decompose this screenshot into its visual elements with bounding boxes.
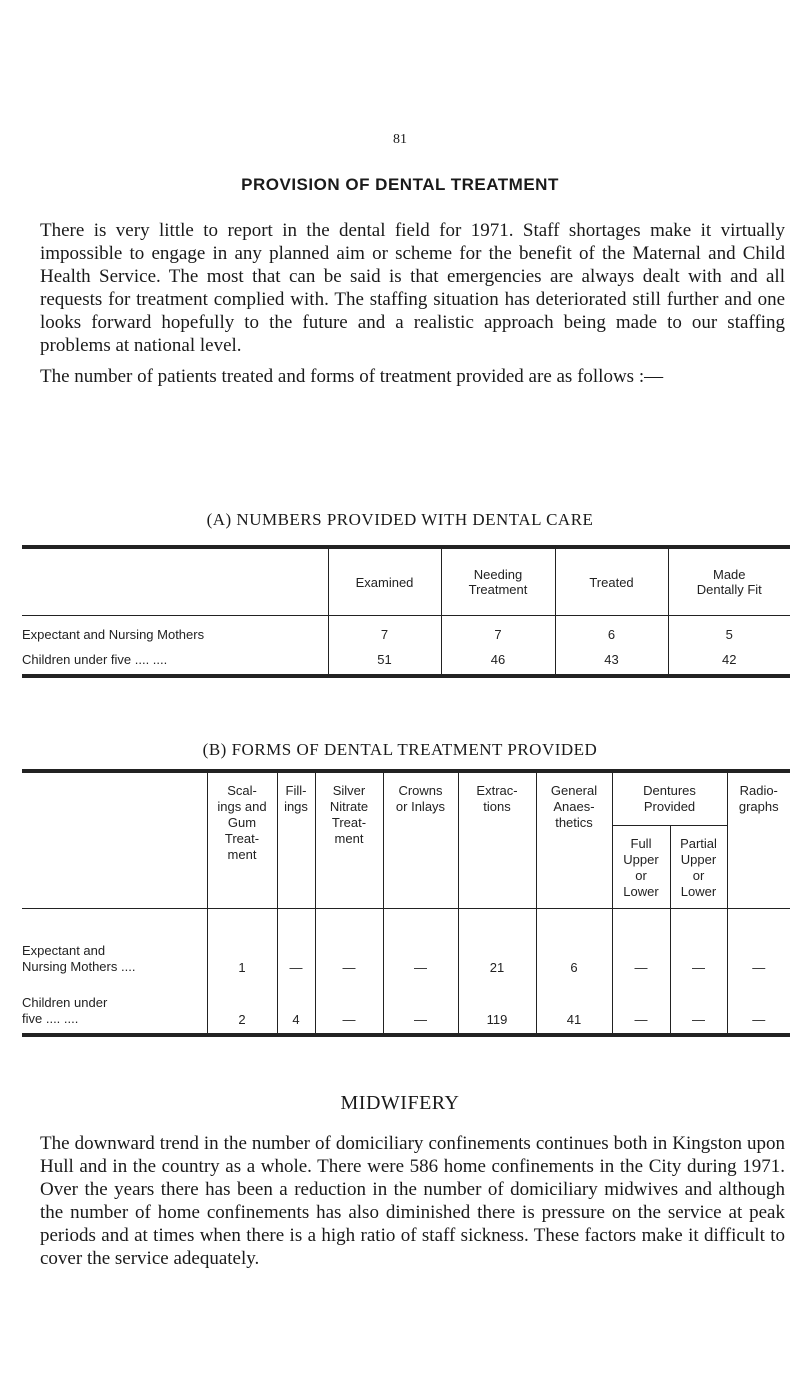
table-row xyxy=(22,646,790,676)
dental-care-table xyxy=(22,545,790,678)
row-label: Expectant and Nursing Mothers xyxy=(22,627,205,643)
cell: — xyxy=(383,909,458,976)
midwifery-heading: MIDWIFERY xyxy=(340,1092,460,1114)
cell: 43 xyxy=(555,646,668,676)
header-scalings: Scal-ings and Gum Treat-ment xyxy=(207,771,277,909)
cell: 6 xyxy=(536,909,612,976)
header-blank xyxy=(22,547,328,616)
row-label: Children under five .... .... xyxy=(22,995,108,1026)
cell: — xyxy=(670,975,727,1035)
page-number: 81 xyxy=(393,132,407,147)
treatment-forms-table xyxy=(22,769,790,1037)
cell: — xyxy=(612,975,670,1035)
header-examined: Examined xyxy=(328,547,441,616)
row-label: Children under five .... .... xyxy=(22,652,168,667)
header-silver-nitrate: Silver Nitrate Treat-ment xyxy=(315,771,383,909)
cell: 21 xyxy=(458,909,536,976)
table-row xyxy=(22,909,790,976)
header-radiographs: Radio-graphs xyxy=(727,771,790,909)
table-row xyxy=(22,975,790,1035)
cell: 7 xyxy=(441,616,555,646)
cell: 51 xyxy=(328,646,441,676)
midwifery-paragraph: The downward trend in the number of domiciliary confinements continues both in Kingston upon Hull and in the country as a whole. There were 586 home confinements in the City during 1971. Over the years there has been a reduction in the number of domiciliary midwives and although the number of home confinements has also diminished there is pressure on the service at peak periods and at times when there is a high ratio of staff sickness. These factors make it difficult to cover the service adequately. xyxy=(40,1133,785,1269)
header-made-dentally-fit: Made Dentally Fit xyxy=(668,547,790,616)
header-full-dentures: Full Upper or Lower xyxy=(612,826,670,909)
cell: 1 xyxy=(207,909,277,976)
row-label: Expectant and Nursing Mothers .... xyxy=(22,943,136,974)
cell: 7 xyxy=(328,616,441,646)
header-needing-treatment: Needing Treatment xyxy=(441,547,555,616)
cell: — xyxy=(727,909,790,976)
table-row xyxy=(22,616,790,646)
intro-paragraph: There is very little to report in the dental field for 1971. Staff shortages make it virtually impossible to engage in any planned aim or scheme for the benefit of the Maternal and Child Health Service. The most that can be said is that emergencies are always dealt with and all requests for treatment complied with. The staffing situation has deteriorated still further and one looks forward hopefully to the future and a realistic approach being made to our staffing problems at national level. xyxy=(40,220,785,356)
table-a-caption: (A) NUMBERS PROVIDED WITH DENTAL CARE xyxy=(206,510,594,529)
cell: 41 xyxy=(536,975,612,1035)
section-heading: PROVISION OF DENTAL TREATMENT xyxy=(241,175,559,194)
cell: 46 xyxy=(441,646,555,676)
follows-paragraph: The number of patients treated and forms of treatment provided are as follows :— xyxy=(40,366,664,387)
cell: 42 xyxy=(668,646,790,676)
header-fillings: Fill-ings xyxy=(277,771,315,909)
cell: — xyxy=(670,909,727,976)
header-extractions: Extrac-tions xyxy=(458,771,536,909)
cell: 6 xyxy=(555,616,668,646)
header-blank xyxy=(22,771,207,909)
header-general-anaesthetics: General Anaes-thetics xyxy=(536,771,612,909)
cell: 2 xyxy=(207,975,277,1035)
cell: 4 xyxy=(277,975,315,1035)
cell: — xyxy=(727,975,790,1035)
cell: — xyxy=(315,975,383,1035)
table-header-row xyxy=(22,547,790,616)
table-header-row xyxy=(22,771,790,826)
table-b-caption: (B) FORMS OF DENTAL TREATMENT PROVIDED xyxy=(202,740,598,759)
cell: 5 xyxy=(668,616,790,646)
cell: — xyxy=(315,909,383,976)
header-partial-dentures: Partial Upper or Lower xyxy=(670,826,727,909)
header-crowns-inlays: Crowns or Inlays xyxy=(383,771,458,909)
cell: — xyxy=(612,909,670,976)
header-treated: Treated xyxy=(555,547,668,616)
cell: — xyxy=(383,975,458,1035)
cell: — xyxy=(277,909,315,976)
cell: 119 xyxy=(458,975,536,1035)
header-dentures-provided: Dentures Provided xyxy=(612,771,727,826)
